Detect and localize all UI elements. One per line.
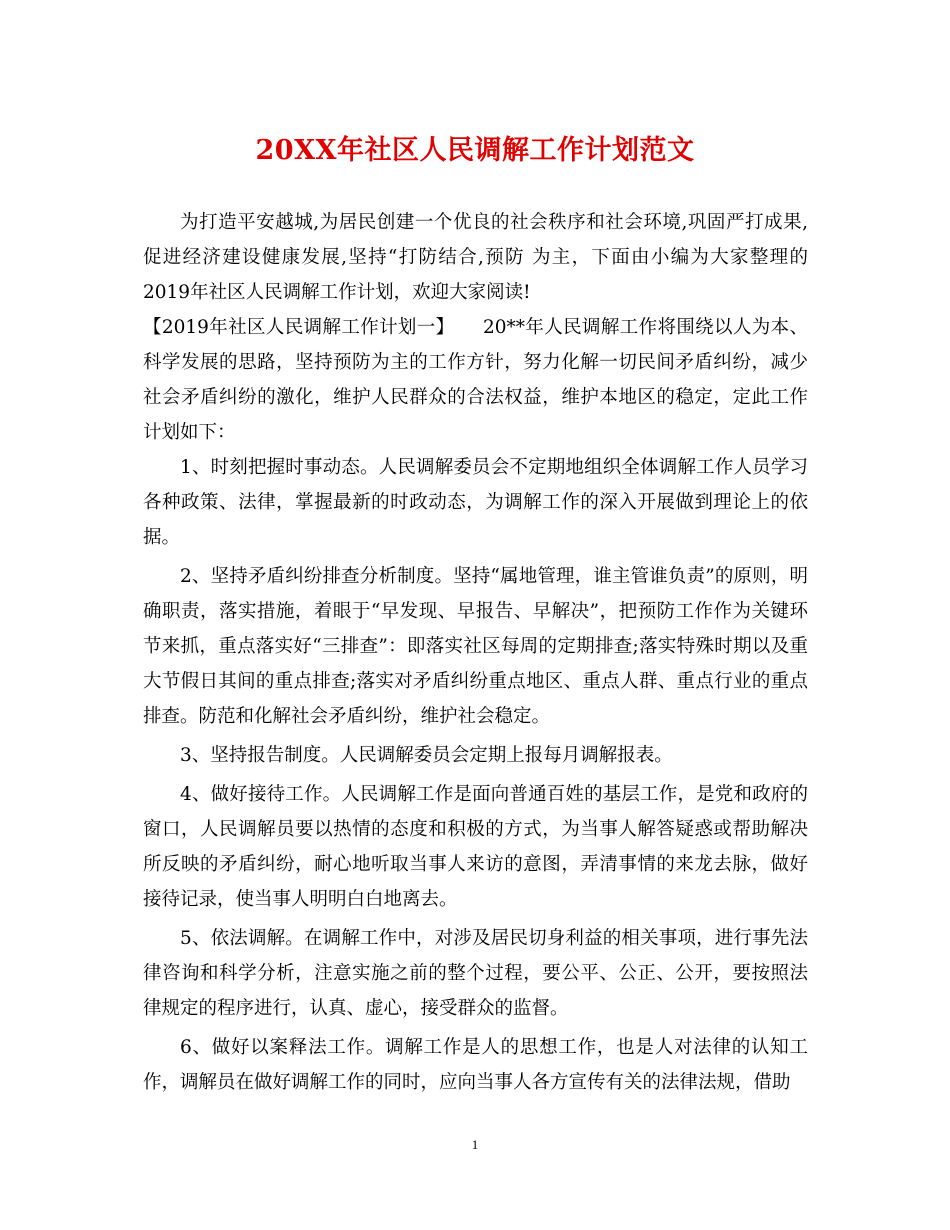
intro-paragraph: 为打造平安越城,为居民创建一个优良的社会秩序和社会环境,巩固严打成果,促进经济建设健康发展,坚持“打防结合,预防 为主，下面由小编为大家整理的2019年社区人民调解工作计划，欢迎大家阅读! (143, 212, 808, 303)
document-title: 20XX年社区人民调解工作计划范文 (255, 135, 695, 166)
item-2: 2、坚持矛盾纠纷排查分析制度。坚持“属地管理，谁主管谁负责”的原则，明确职责，落实措施，着眼于“早发现、早报告、早解决”，把预防工作作为关键环节来抓，重点落实好“三排查”：即落实社区每周的定期排查;落实特殊时期以及重大节假日其间的重点排查;落实对矛盾纠纷重点地区、重点人群、重点行业的重点排查。防范和化解社会矛盾纠纷，维护社会稳定。 (143, 566, 808, 727)
document-body (143, 205, 808, 1104)
item-4: 4、做好接待工作。人民调解工作是面向普通百姓的基层工作，是党和政府的窗口，人民调解员要以热情的态度和积极的方式，为当事人解答疑惑或帮助解决所反映的矛盾纠纷，耐心地听取当事人来访的意图，弄清事情的来龙去脉，做好接待记录，使当事人明明白白地离去。 (143, 784, 808, 910)
section-heading: 【2019年社区人民调解工作计划一】 (143, 317, 446, 338)
section-intro: 20**年人民调解工作将围绕以人为本、科学发展的思路，坚持预防为主的工作方针，努力化解一切民间矛盾纠纷，减少社会矛盾纠纷的激化，维护人民群众的合法权益，维护本地区的稳定，定此工作计划如下： (143, 317, 808, 443)
section-paragraph (143, 310, 808, 450)
item-5: 5、依法调解。在调解工作中，对涉及居民切身利益的相关事项，进行事先法律咨询和科学分析，注意实施之前的整个过程，要公平、公正、公开，要按照法律规定的程序进行，认真、虚心，接受群众的监督。 (143, 928, 808, 1019)
item-1: 1、时刻把握时事动态。人民调解委员会不定期地组织全体调解工作人员学习各种政策、法律，掌握最新的时政动态，为调解工作的深入开展做到理论上的依据。 (143, 457, 808, 548)
item-3: 3、坚持报告制度。人民调解委员会定期上报每月调解报表。 (180, 745, 673, 766)
page-number: 1 (471, 1137, 479, 1152)
item-6: 6、做好以案释法工作。调解工作是人的思想工作，也是人对法律的认知工作，调解员在做好调解工作的同时，应向当事人各方宣传有关的法律法规，借助 (143, 1037, 808, 1093)
